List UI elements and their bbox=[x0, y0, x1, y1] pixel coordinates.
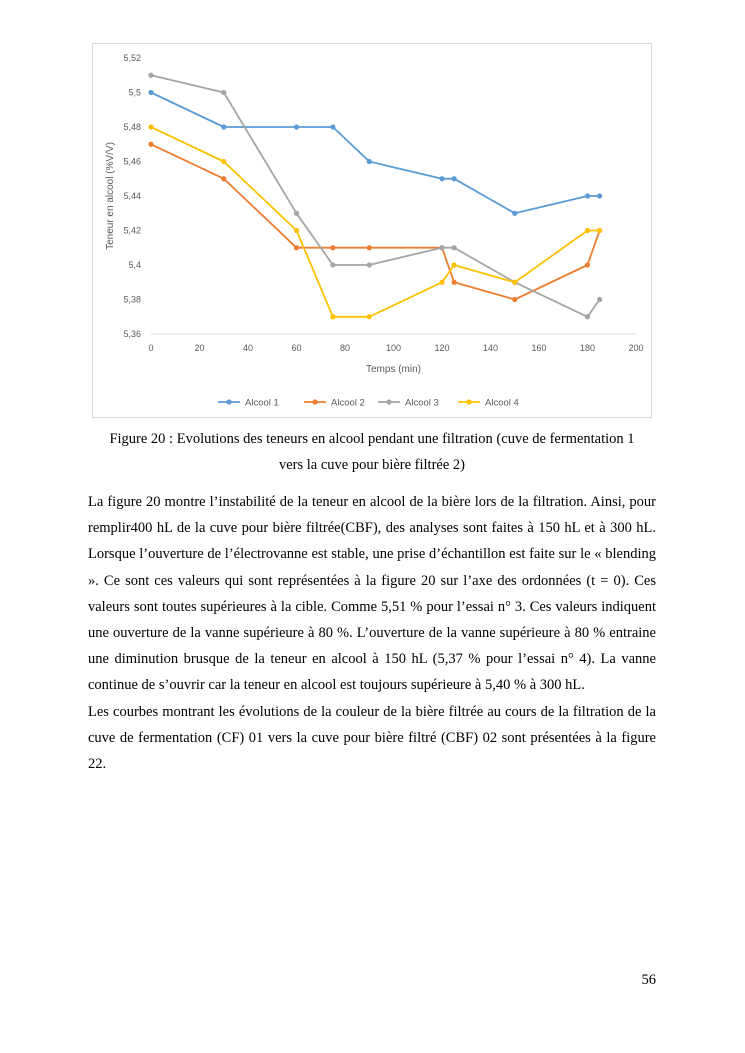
series-line bbox=[151, 144, 600, 299]
y-tick-label: 5,38 bbox=[123, 294, 141, 305]
data-point bbox=[330, 262, 335, 267]
data-point bbox=[221, 124, 226, 129]
data-point bbox=[148, 73, 153, 78]
data-point bbox=[585, 262, 590, 267]
data-point bbox=[148, 90, 153, 95]
data-point bbox=[439, 176, 444, 181]
data-point bbox=[367, 159, 372, 164]
x-tick-label: 200 bbox=[628, 343, 644, 353]
paragraph: La figure 20 montre l’instabilité de la teneur en alcool de la bière lors de la filtration. Ainsi, pour remplir400 hL de la cuve pour bière filtrée(CBF), des analyses sont faites à 150 hL et à 300 hL. Lorsque l’ouverture de l’électrovanne est stable, une prise d’échantillon est faite sur le « blending ». Ce sont ces valeurs qui sont représentées à la figure 20 sur l’axe des ordonnées (t = 0). Ces valeurs sont toutes supérieures à la cible. Comme 5,51 % pour l’essai n° 3. Ces valeurs indiquent une ouverture de la vanne supérieure à 80 %. L’ouverture de la vanne supérieure à 80 % entraine une diminution brusque de la teneur en alcool à 150 hL (5,37 % pour l’essai n° 4). La vanne continue de s’ouvrir car la teneur en alcool est toujours supérieure à 5,40 % à 300 hL. bbox=[88, 494, 656, 694]
x-tick-label: 180 bbox=[579, 343, 596, 353]
legend-marker bbox=[466, 399, 471, 404]
y-tick-label: 5,44 bbox=[123, 191, 141, 201]
y-tick-label: 5,5 bbox=[128, 87, 141, 98]
data-point bbox=[512, 211, 517, 216]
legend-label: Alcool 3 bbox=[405, 397, 439, 409]
caption-line-1: Figure 20 : Evolutions des teneurs en alcool pendant une filtration (cuve de fermentation 1 bbox=[109, 431, 635, 447]
legend-marker bbox=[312, 399, 317, 404]
data-point bbox=[452, 245, 457, 250]
y-tick-label: 5,36 bbox=[123, 329, 141, 339]
data-point bbox=[330, 314, 335, 319]
data-point bbox=[367, 245, 372, 250]
data-point bbox=[221, 90, 226, 95]
data-point bbox=[585, 314, 590, 319]
caption-line-2: vers la cuve pour bière filtrée 2) bbox=[279, 457, 465, 473]
series-line bbox=[151, 93, 600, 214]
data-point bbox=[294, 245, 299, 250]
legend-marker bbox=[226, 399, 231, 404]
series-line bbox=[151, 75, 600, 317]
y-tick-label: 5,46 bbox=[123, 156, 141, 167]
data-point bbox=[452, 176, 457, 181]
legend-marker bbox=[386, 399, 391, 404]
legend-label: Alcool 4 bbox=[485, 397, 519, 409]
chart-container bbox=[92, 43, 652, 418]
alcohol-content-line-chart bbox=[93, 44, 653, 419]
data-point bbox=[367, 262, 372, 267]
y-tick-label: 5,4 bbox=[128, 260, 141, 270]
data-point bbox=[294, 211, 299, 216]
legend-label: Alcool 1 bbox=[245, 397, 279, 409]
body-text bbox=[88, 489, 656, 777]
data-point bbox=[221, 159, 226, 164]
x-tick-label: 80 bbox=[339, 343, 351, 353]
data-point bbox=[452, 280, 457, 285]
series-line bbox=[151, 127, 600, 317]
data-point bbox=[221, 176, 226, 181]
figure-caption bbox=[88, 426, 656, 478]
data-point bbox=[512, 297, 517, 302]
paragraph: Les courbes montrant les évolutions de la couleur de la bière filtrée au cours de la filtration de la cuve de fermentation (CF) 01 vers la cuve pour bière filtré (CBF) 02 sont présentées à la figure 22. bbox=[88, 703, 656, 773]
x-tick-label: 60 bbox=[291, 343, 302, 353]
data-point bbox=[367, 314, 372, 319]
data-point bbox=[597, 193, 602, 198]
data-point bbox=[294, 124, 299, 129]
data-point bbox=[452, 262, 457, 267]
x-tick-label: 140 bbox=[482, 343, 499, 353]
x-tick-label: 160 bbox=[531, 343, 547, 353]
data-point bbox=[597, 297, 602, 302]
data-point bbox=[585, 193, 590, 198]
page-number: 56 bbox=[641, 972, 656, 988]
y-tick-label: 5,52 bbox=[123, 53, 141, 63]
x-tick-label: 20 bbox=[194, 343, 205, 353]
data-point bbox=[330, 245, 335, 250]
x-axis-title: Temps (min) bbox=[365, 364, 422, 375]
data-point bbox=[439, 245, 444, 250]
x-tick-label: 40 bbox=[242, 343, 254, 353]
data-point bbox=[294, 228, 299, 233]
y-tick-label: 5,48 bbox=[123, 122, 141, 132]
data-point bbox=[597, 228, 602, 233]
data-point bbox=[512, 280, 517, 285]
y-tick-label: 5,42 bbox=[123, 225, 141, 236]
data-point bbox=[585, 228, 590, 233]
data-point bbox=[148, 142, 153, 147]
legend-label: Alcool 2 bbox=[331, 397, 365, 409]
y-axis-title: Teneur en alcool (%V/V) bbox=[105, 142, 116, 250]
x-tick-label: 100 bbox=[385, 343, 402, 353]
data-point bbox=[148, 124, 153, 129]
data-point bbox=[439, 280, 444, 285]
data-point bbox=[330, 124, 335, 129]
x-tick-label: 0 bbox=[148, 343, 154, 353]
x-tick-label: 120 bbox=[434, 343, 450, 353]
